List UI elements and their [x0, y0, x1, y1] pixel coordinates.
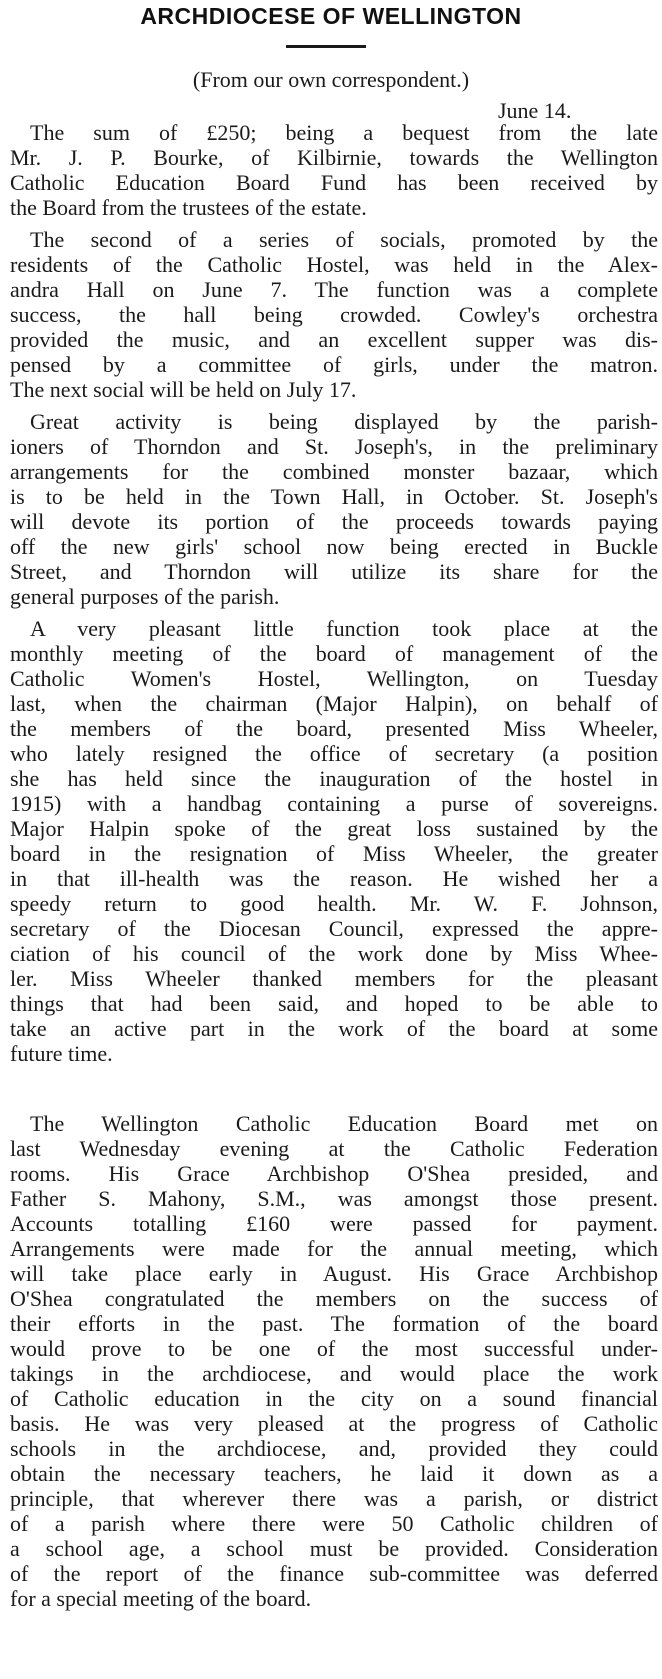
paragraph-2-line-2: residents of the Catholic Hostel, was held in the Alex- [10, 252, 658, 277]
paragraph-5-line-2: last Wednesday evening at the Catholic Federation [10, 1136, 658, 1161]
paragraph-1-line-4: the Board from the trustees of the estate. [10, 195, 367, 220]
paragraph-4-line-17: take an active part in the work of the board at some [10, 1016, 658, 1041]
paragraph-3-line-1: Great activity is being displayed by the parish- [30, 409, 658, 434]
paragraph-4-line-4: last, when the chairman (Major Halpin), on behalf of [10, 691, 658, 716]
paragraph-5-line-5: Accounts totalling £160 were passed for payment. [10, 1211, 658, 1236]
paragraph-4-line-16: things that had been said, and hoped to be able to [10, 991, 658, 1016]
paragraph-5-line-9: their efforts in the past. The formation of the board [10, 1311, 658, 1336]
paragraph-4-line-14: ciation of his council of the work done by Miss Whee- [10, 941, 658, 966]
paragraph-4-line-6: who lately resigned the office of secretary (a position [10, 741, 658, 766]
paragraph-5-line-18: a school age, a school must be provided. Consideration [10, 1536, 658, 1561]
paragraph-2-line-1: The second of a series of socials, promoted by the [30, 227, 658, 252]
paragraph-5-line-15: obtain the necessary teachers, he laid it down as a [10, 1461, 658, 1486]
paragraph-4-line-8: 1915) with a handbag containing a purse of sovereigns. [10, 791, 658, 816]
paragraph-5-line-6: Arrangements were made for the annual meeting, which [10, 1236, 658, 1261]
paragraph-3-line-2: ioners of Thorndon and St. Joseph's, in the preliminary [10, 434, 658, 459]
article-dateline: June 14. [498, 98, 572, 123]
paragraph-2-line-6: pensed by a committee of girls, under the matron. [10, 352, 658, 377]
paragraph-5-line-19: of the report of the finance sub-committee was deferred [10, 1561, 658, 1586]
paragraph-1-line-2: Mr. J. P. Bourke, of Kilbirnie, towards the Wellington [10, 145, 658, 170]
paragraph-4-line-13: secretary of the Diocesan Council, expressed the appre- [10, 916, 658, 941]
paragraph-3-line-5: will devote its portion of the proceeds towards paying [10, 509, 658, 534]
paragraph-5-line-10: would prove to be one of the most successful under- [10, 1336, 658, 1361]
paragraph-2-line-5: provided the music, and an excellent supper was dis- [10, 327, 658, 352]
paragraph-4-line-10: board in the resignation of Miss Wheeler, the greater [10, 841, 658, 866]
paragraph-5-line-16: principle, that wherever there was a parish, or district [10, 1486, 658, 1511]
paragraph-3-line-8: general purposes of the parish. [10, 584, 280, 609]
paragraph-5-line-7: will take place early in August. His Grace Archbishop [10, 1261, 658, 1286]
paragraph-4-line-12: speedy return to good health. Mr. W. F. Johnson, [10, 891, 658, 916]
paragraph-1-line-1: The sum of £250; being a bequest from the late [30, 120, 658, 145]
paragraph-4-line-9: Major Halpin spoke of the great loss sustained by the [10, 816, 658, 841]
paragraph-4-line-15: ler. Miss Wheeler thanked members for the pleasant [10, 966, 658, 991]
paragraph-3-line-6: off the new girls' school now being erected in Buckle [10, 534, 658, 559]
paragraph-4-line-2: monthly meeting of the board of management of the [10, 641, 658, 666]
paragraph-5-line-17: of a parish where there were 50 Catholic children of [10, 1511, 658, 1536]
paragraph-2-line-3: andra Hall on June 7. The function was a complete [10, 277, 658, 302]
paragraph-3-line-4: is to be held in the Town Hall, in October. St. Joseph's [10, 484, 658, 509]
paragraph-5-line-20: for a special meeting of the board. [10, 1586, 312, 1611]
paragraph-1-line-3: Catholic Education Board Fund has been received by [10, 170, 658, 195]
headline-divider [286, 45, 366, 48]
paragraph-5-line-14: schools in the archdiocese, and, provided they could [10, 1436, 658, 1461]
paragraph-2-line-4: success, the hall being crowded. Cowley's orchestra [10, 302, 658, 327]
paragraph-3-line-3: arrangements for the combined monster bazaar, which [10, 459, 658, 484]
paragraph-5-line-1: The Wellington Catholic Education Board met on [30, 1111, 658, 1136]
paragraph-4-line-7: she has held since the inauguration of the hostel in [10, 766, 658, 791]
paragraph-5-line-4: Father S. Mahony, S.M., was amongst those present. [10, 1186, 658, 1211]
paragraph-5-line-13: basis. He was very pleased at the progress of Catholic [10, 1411, 658, 1436]
article-byline: (From our own correspondent.) [192, 67, 470, 92]
paragraph-2-line-7: The next social will be held on July 17. [10, 377, 357, 402]
paragraph-5-line-3: rooms. His Grace Archbishop O'Shea presided, and [10, 1161, 658, 1186]
paragraph-5-line-11: takings in the archdiocese, and would place the work [10, 1361, 658, 1386]
paragraph-4-line-1: A very pleasant little function took place at the [30, 616, 658, 641]
paragraph-4-line-18: future time. [10, 1041, 113, 1066]
paragraph-4-line-5: the members of the board, presented Miss Wheeler, [10, 716, 658, 741]
paragraph-5-line-12: of Catholic education in the city on a sound financial [10, 1386, 658, 1411]
paragraph-4-line-11: in that ill-health was the reason. He wished her a [10, 866, 658, 891]
paragraph-5-line-8: O'Shea congratulated the members on the success of [10, 1286, 658, 1311]
article-headline: ARCHDIOCESE OF WELLINGTON [140, 3, 522, 29]
paragraph-3-line-7: Street, and Thorndon will utilize its share for the [10, 559, 658, 584]
paragraph-4-line-3: Catholic Women's Hostel, Wellington, on Tuesday [10, 666, 658, 691]
